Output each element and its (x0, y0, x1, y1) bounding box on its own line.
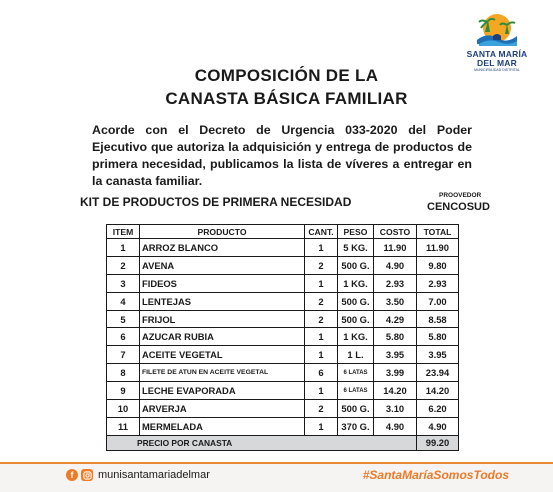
header-cant: CANT. (305, 225, 338, 239)
cell-total: 6.20 (417, 400, 459, 418)
cell-cant: 2 (305, 256, 338, 274)
cell-total: 11.90 (417, 239, 459, 257)
cell-peso: 500 G. (338, 256, 374, 274)
cell-item: 2 (107, 256, 140, 274)
cell-cant: 1 (305, 346, 338, 364)
table-row (107, 364, 459, 382)
cell-item: 9 (107, 382, 140, 400)
total-label: PRECIO POR CANASTA (107, 435, 417, 450)
cell-cant: 1 (305, 274, 338, 292)
cell-item: 6 (107, 328, 140, 346)
cell-item: 5 (107, 310, 140, 328)
cell-total: 3.95 (417, 346, 459, 364)
cell-peso: 500 G. (338, 400, 374, 418)
cell-item: 10 (107, 400, 140, 418)
table-row (107, 328, 459, 346)
cell-costo: 4.90 (374, 256, 417, 274)
cell-producto: LECHE EVAPORADA (140, 382, 305, 400)
cell-peso: 5 KG. (338, 239, 374, 257)
table-row (107, 400, 459, 418)
cell-total: 2.93 (417, 274, 459, 292)
cell-item: 11 (107, 417, 140, 435)
table-row (107, 346, 459, 364)
cell-costo: 5.80 (374, 328, 417, 346)
cell-cant: 2 (305, 292, 338, 310)
cell-producto: FIDEOS (140, 274, 305, 292)
social-handle[interactable]: munisantamariadelmar (98, 469, 210, 481)
cell-peso: 500 G. (338, 292, 374, 310)
header-item: ITEM (107, 225, 140, 239)
cell-cant: 6 (305, 364, 338, 382)
cell-cant: 1 (305, 417, 338, 435)
cell-producto: FRIJOL (140, 310, 305, 328)
provider-label: PROOVEDOR (439, 192, 482, 199)
cell-peso: 6 LATAS (338, 364, 374, 382)
table-total-row (107, 435, 459, 450)
cell-peso: 1 KG. (338, 328, 374, 346)
cell-cant: 2 (305, 310, 338, 328)
cell-costo: 3.99 (374, 364, 417, 382)
cell-item: 3 (107, 274, 140, 292)
cell-costo: 14.20 (374, 382, 417, 400)
cell-item: 4 (107, 292, 140, 310)
table-row (107, 256, 459, 274)
provider-name: CENCOSUD (427, 201, 490, 213)
instagram-icon[interactable] (81, 469, 93, 481)
table-header-row (107, 225, 459, 239)
cell-costo: 3.10 (374, 400, 417, 418)
cell-peso: 370 G. (338, 417, 374, 435)
campaign-hashtag: #SantaMaríaSomosTodos (362, 468, 509, 482)
table-row (107, 292, 459, 310)
cell-costo: 11.90 (374, 239, 417, 257)
kit-heading: KIT DE PRODUCTOS DE PRIMERA NECESIDAD (80, 195, 352, 209)
page-title-line1: COMPOSICIÓN DE LA (194, 66, 379, 85)
logo-name-line1: SANTA MARÍA (466, 49, 528, 59)
table-row (107, 382, 459, 400)
cell-cant: 1 (305, 382, 338, 400)
table-row (107, 310, 459, 328)
cell-producto: ACEITE VEGETAL (140, 346, 305, 364)
page-title-line2: CANASTA BÁSICA FAMILIAR (165, 89, 408, 108)
cell-costo: 3.95 (374, 346, 417, 364)
cell-costo: 4.90 (374, 417, 417, 435)
cell-producto: LENTEJAS (140, 292, 305, 310)
cell-item: 1 (107, 239, 140, 257)
facebook-icon[interactable]: f (66, 469, 78, 481)
cell-total: 9.80 (417, 256, 459, 274)
logo-name-line2: DEL MAR (477, 58, 517, 68)
header-producto: PRODUCTO (140, 225, 305, 239)
products-table (106, 224, 459, 451)
cell-producto: FILETE DE ATUN EN ACEITE VEGETAL (140, 364, 305, 382)
cell-peso: 6 LATAS (338, 382, 374, 400)
total-value: 99.20 (417, 435, 459, 450)
cell-cant: 2 (305, 400, 338, 418)
cell-peso: 500 G. (338, 310, 374, 328)
table-row (107, 239, 459, 257)
cell-producto: AVENA (140, 256, 305, 274)
header-total: TOTAL (417, 225, 459, 239)
cell-producto: AZUCAR RUBIA (140, 328, 305, 346)
cell-total: 4.90 (417, 417, 459, 435)
table-row (107, 417, 459, 435)
cell-producto: ARVERJA (140, 400, 305, 418)
cell-total: 8.58 (417, 310, 459, 328)
cell-producto: ARROZ BLANCO (140, 239, 305, 257)
social-links (66, 469, 210, 481)
cell-costo: 2.93 (374, 274, 417, 292)
cell-peso: 1 KG. (338, 274, 374, 292)
cell-peso: 1 L. (338, 346, 374, 364)
cell-total: 14.20 (417, 382, 459, 400)
intro-paragraph: Acorde con el Decreto de Urgencia 033-2020 del Poder Ejecutivo que autoriza la adquisición y entrega de productos de primera necesidad, publicamos la lista de víveres a entregar en la canasta familiar. (92, 123, 472, 188)
logo-emblem-icon (471, 10, 523, 50)
cell-costo: 3.50 (374, 292, 417, 310)
cell-cant: 1 (305, 239, 338, 257)
table-row (107, 274, 459, 292)
logo-subtitle: MUNICIPALIDAD DISTRITAL (474, 68, 520, 72)
cell-total: 23.94 (417, 364, 459, 382)
cell-item: 7 (107, 346, 140, 364)
cell-cant: 1 (305, 328, 338, 346)
cell-total: 5.80 (417, 328, 459, 346)
header-peso: PESO (338, 225, 374, 239)
cell-costo: 4.29 (374, 310, 417, 328)
cell-item: 8 (107, 364, 140, 382)
cell-total: 7.00 (417, 292, 459, 310)
cell-producto: MERMELADA (140, 417, 305, 435)
header-costo: COSTO (374, 225, 417, 239)
